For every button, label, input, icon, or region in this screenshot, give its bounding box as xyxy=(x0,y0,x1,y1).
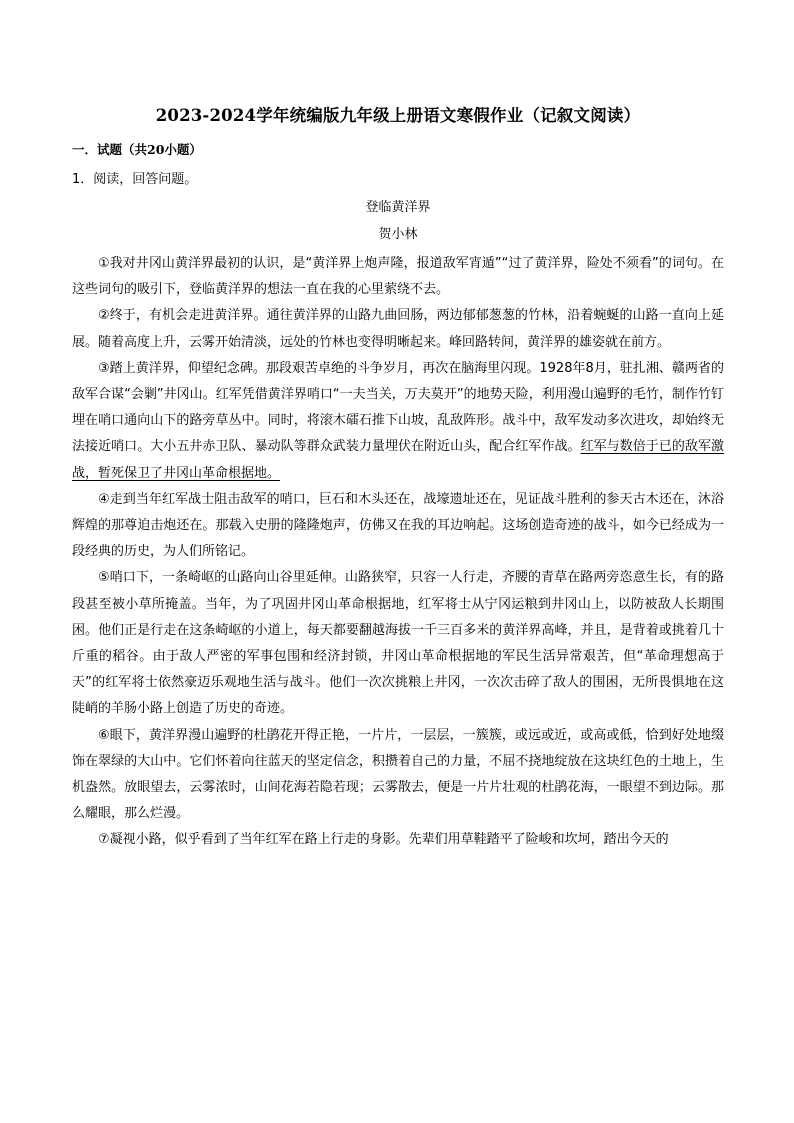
paragraph-5: ⑤哨口下，一条崎岖的山路向山谷里延伸。山路狭窄，只容一人行走，齐腰的青草在路两旁恣意生长，有的路段甚至被小草所掩盖。当年，为了巩固井冈山革命根据地，红军将士从宁冈运粮到井冈山上，以防被敌人长期围困。他们正是行走在这条崎岖的小道上，每天都要翻越海拔一千三百多米的黄洋界高峰，并且，是背着或挑着几十斤重的稻谷。由于敌人严密的军事包围和经济封锁，井冈山革命根据地的军民生活异常艰苦，但“革命理想高于天”的红军将士依然豪迈乐观地生活与战斗。他们一次次挑粮上井冈，一次次击碎了敌人的围困，无所畏惧地在这陡峭的羊肠小路上创造了历史的奇迹。 xyxy=(72,570,724,717)
document-page xyxy=(72,100,724,854)
section-heading: 一．试题（共20小题） xyxy=(72,142,202,157)
article-author: 贺小林 xyxy=(378,227,418,242)
paragraph-7: ⑦凝视小路，似乎看到了当年红军在路上行走的身影。先辈们用草鞋踏平了险峻和坎坷，踏出今天的 xyxy=(98,832,669,848)
underlined-sentence: 红军与数倍于已的敌军激战，暂死保卫了井冈山革命根据地。 xyxy=(72,439,724,481)
paragraph-4: ④走到当年红军战士阻击敌军的哨口，巨石和木头还在，战壕遗址还在，见证战斗胜利的参天古木还在，沐浴辉煌的那尊迫击炮还在。那载入史册的隆隆炮声，仿佛又在我的耳边响起。这场创造奇迹的战斗，如今已经成为一段经典的历史，为人们所铭记。 xyxy=(72,491,724,560)
document-title: 2023-2024学年统编版九年级上册语文寒假作业（记叙文阅读） xyxy=(155,106,641,125)
paragraph-1: ①我对井冈山黄洋界最初的认识，是“黄洋界上炮声隆，报道敌军宵遁”“过了黄洋界，险处不须看”的词句。在这些词句的吸引下，登临黄洋界的想法一直在我的心里萦绕不去。 xyxy=(72,256,724,298)
paragraph-6: ⑥眼下，黄洋界漫山遍野的杜鹃花开得正艳，一片片，一层层，一簇簇，或远或近，或高或低，恰到好处地缀饰在翠绿的大山中。它们怀着向往蓝天的坚定信念，积攒着自己的力量，不屈不挠地绽放在这块红色的土地上，生机盎然。放眼望去，云雾浓时，山间花海若隐若现；云雾散去，便是一片片壮观的杜鹃花海，一眼望不到边际。那么耀眼，那么烂漫。 xyxy=(72,727,724,822)
paragraph-2: ②终于，有机会走进黄洋界。通往黄洋界的山路九曲回肠，两边郁郁葱葱的竹林，沿着蜿蜒的山路一直向上延展。随着高度上升，云雾开始清淡，远处的竹林也变得明晰起来。峰回路转间，黄洋界的雄姿就在前方。 xyxy=(72,308,724,350)
question-intro: 1．阅读，回答问题。 xyxy=(72,172,198,187)
article-title: 登临黄洋界 xyxy=(365,200,431,215)
paragraph-3: ③踏上黄洋界，仰望纪念碑。那段艰苦卓绝的斗争岁月，再次在脑海里闪现。1928年8月，驻扎湘、赣两省的敌军合谋“会剿”井冈山。红军凭借黄洋界哨口“一夫当关，万夫莫开”的地势天险，利用漫山遍野的毛竹，制作竹钉埋在哨口通向山下的路旁草丛中。同时，将滚木礌石推下山坡，乱敌阵形。战斗中，敌军发动多次进攻，却始终无法接近哨口。大小五井赤卫队、暴动队等群众武装力量埋伏在附近山头，配合红军作战。红军与数倍于已的敌军激战，暂死保卫了井冈山革命根据地。 xyxy=(72,360,724,481)
